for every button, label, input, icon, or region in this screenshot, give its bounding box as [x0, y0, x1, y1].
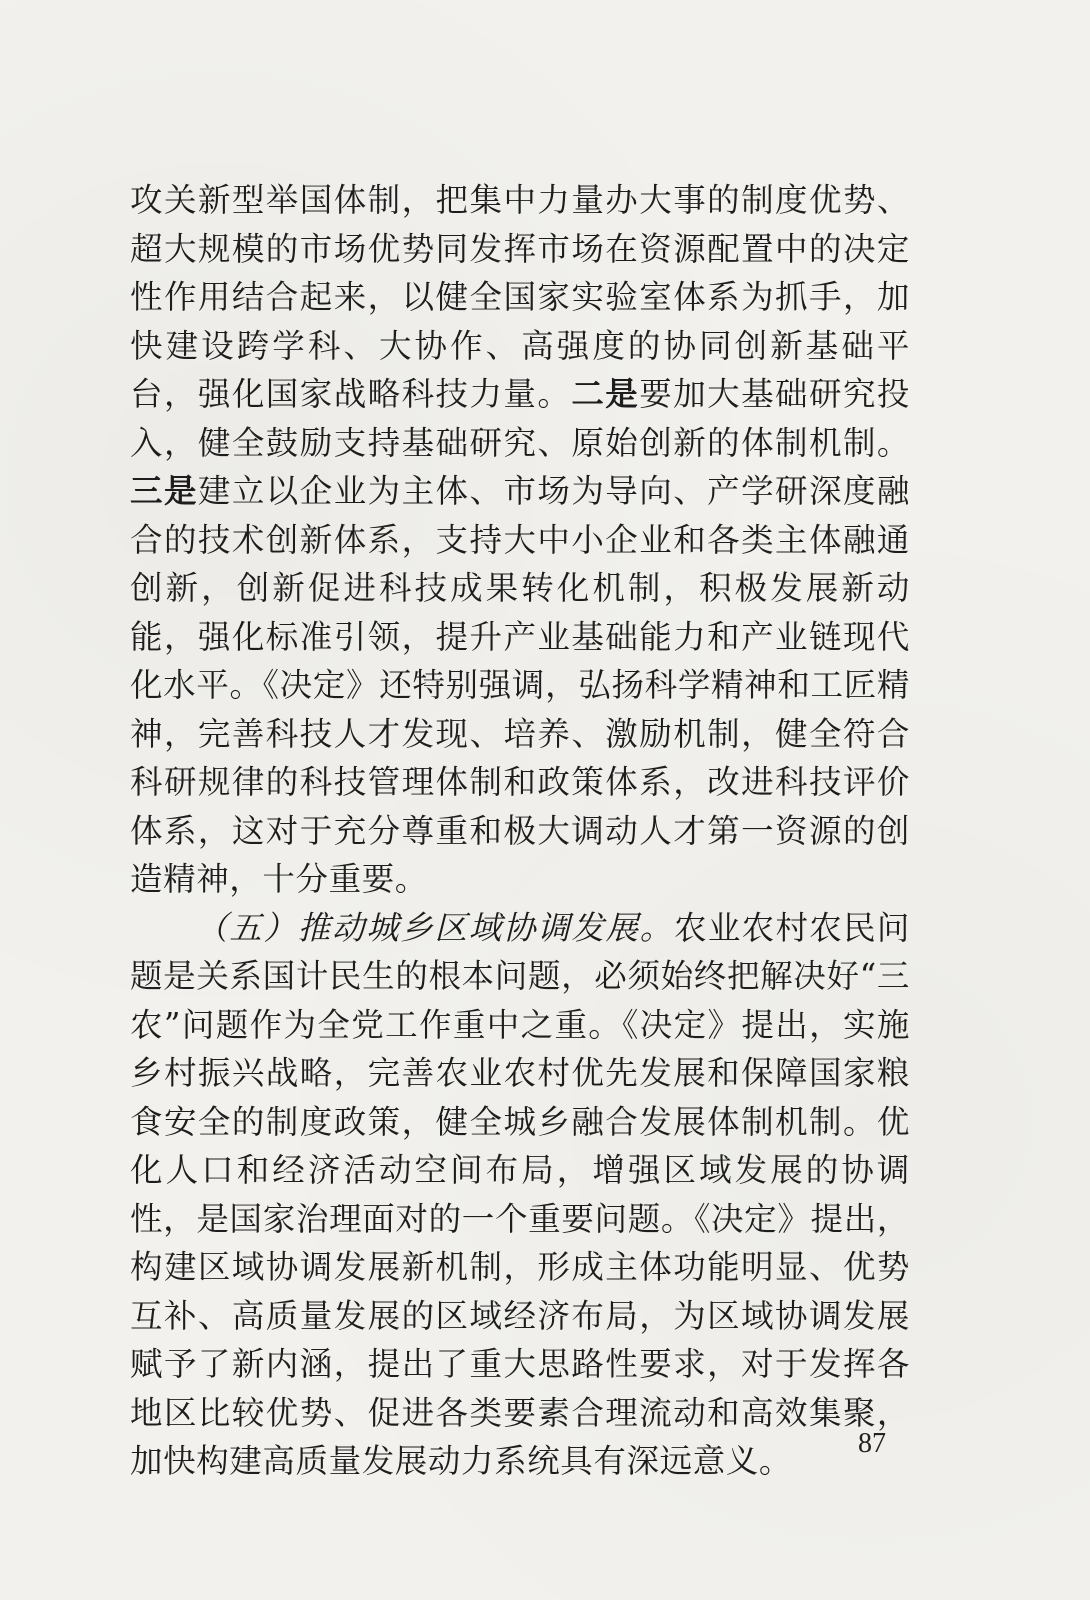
paragraph-1-text-b: 要加大基础研究投入，健全鼓励支持基础研究、原始创新的体制机制。	[130, 375, 910, 462]
paragraph-science-technology	[130, 176, 910, 904]
paragraph-2-text: 农业农村农民问题是关系国计民生的根本问题，必须始终把解决好“三农”问题作为全党工作重中之重。《决定》提出，实施乡村振兴战略，完善农业农村优先发展和保障国家粮食安全的制度政策，健全城乡融合发展体制机制。优化人口和经济活动空间布局，增强区域发展的协调性，是国家治理面对的一个重要问题。《决定》提出，构建区域协调发展新机制，形成主体功能明显、优势互补、高质量发展的区域经济布局，为区域协调发展赋予了新内涵，提出了重大思路性要求，对于发挥各地区比较优势、促进各类要素合理流动和高效集聚，加快构建高质量发展动力系统具有深远意义。	[130, 908, 910, 1480]
paragraph-1-text-c: 建立以企业为主体、市场为导向、产学研深度融合的技术创新体系，支持大中小企业和各类主体融通创新，创新促进科技成果转化机制，积极发展新动能，强化标准引领，提升产业基础能力和产业链现代化水平。《决定》还特别强调，弘扬科学精神和工匠精神，完善科技人才发现、培养、激励机制，健全符合科研规律的科技管理体制和政策体系，改进科技评价体系，这对于充分尊重和极大调动人才第一资源的创造精神，十分重要。	[130, 472, 910, 898]
body-text	[130, 176, 910, 1486]
section-heading: （五）推动城乡区域协调发展。	[195, 908, 674, 947]
emphasis-third-point: 三是	[130, 471, 198, 510]
paragraph-urban-rural-coordination	[130, 904, 910, 1486]
emphasis-second-point: 二是	[571, 374, 640, 413]
paragraph-1-text-a: 攻关新型举国体制，把集中力量办大事的制度优势、超大规模的市场优势同发挥市场在资源配置中的决定性作用结合起来，以健全国家实验室体系为抓手，加快建设跨学科、大协作、高强度的协同创新基础平台，强化国家战略科技力量。	[130, 181, 910, 413]
page-number: 87	[858, 1428, 886, 1459]
